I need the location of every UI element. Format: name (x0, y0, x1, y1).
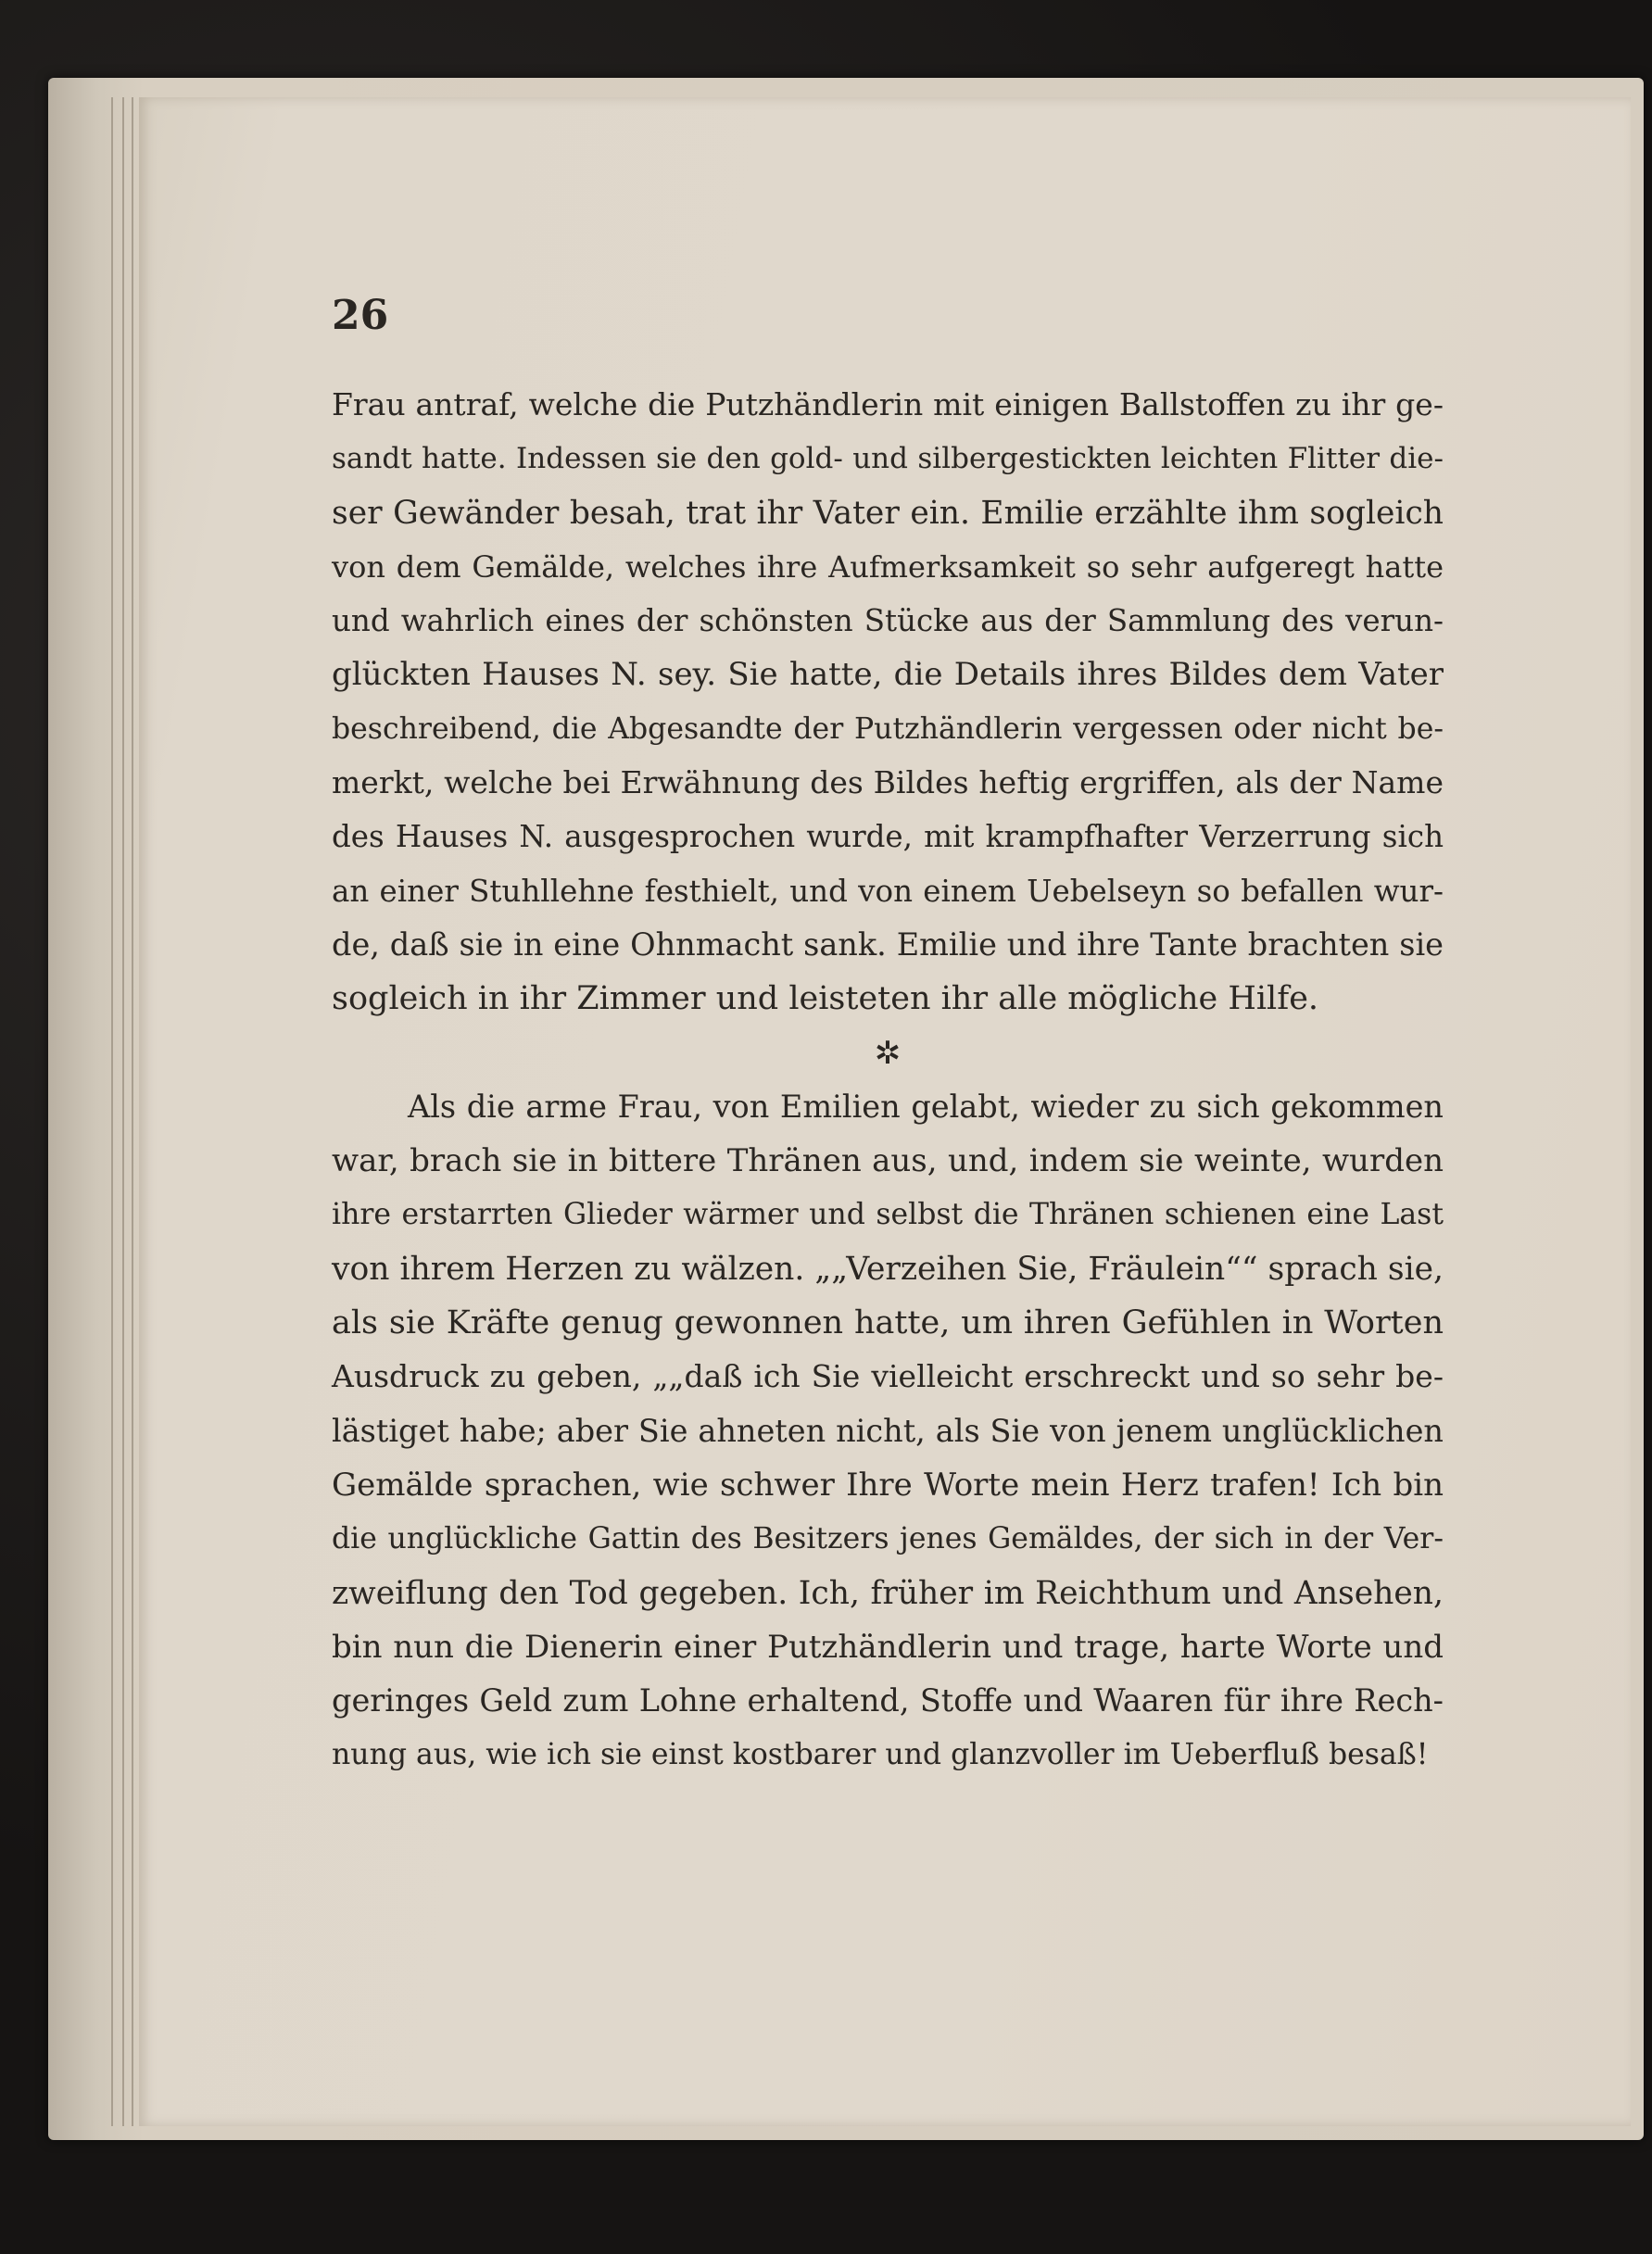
text-line: merkt, welche bei Erwähnung des Bildes heftig ergriffen, als der Name (332, 764, 1444, 801)
text-line: Frau antraf, welche die Putzhändlerin mit einigen Ballstoffen zu ihr ge- (332, 386, 1444, 422)
text-line: des Hauses N. ausgesprochen wurde, mit krampfhafter Verzerrung sich (332, 819, 1444, 855)
text-line: lästiget habe; aber Sie ahneten nicht, als Sie von jenem unglücklichen (332, 1412, 1444, 1449)
section-separator: ✲ (874, 1034, 902, 1072)
text-line: geringes Geld zum Lohne erhaltend, Stoffe und Waaren für ihre Rech- (332, 1682, 1444, 1719)
text-line: nung aus, wie ich sie einst kostbarer und glanzvoller im Ueberfluß besaß! (332, 1738, 1429, 1772)
text-line: glückten Hauses N. sey. Sie hatte, die Details ihres Bildes dem Vater (332, 656, 1444, 694)
page-number: 26 (332, 292, 389, 339)
page-edge (111, 97, 113, 2126)
text-line: von dem Gemälde, welches ihre Aufmerksamkeit so sehr aufgeregt hatte (332, 548, 1444, 585)
text-line: als sie Kräfte genug gewonnen hatte, um ihren Gefühlen in Worten (332, 1304, 1444, 1342)
text-line: de, daß sie in eine Ohnmacht sank. Emilie und ihre Tante brachten sie (332, 926, 1444, 963)
text-body (332, 378, 1444, 1782)
text-line: ser Gewänder besah, trat ihr Vater ein. Emilie erzählte ihm sogleich (332, 494, 1444, 532)
page-edge (132, 97, 133, 2126)
text-line: beschreibend, die Abgesandte der Putzhändlerin vergessen oder nicht be- (332, 711, 1444, 746)
text-line: von ihrem Herzen zu wälzen. „„Verzeihen Sie, Fräulein““ sprach sie, (332, 1250, 1444, 1288)
text-line: Als die arme Frau, von Emilien gelabt, wieder zu sich gekommen (408, 1088, 1444, 1125)
page-edge (122, 97, 124, 2126)
text-line: Gemälde sprachen, wie schwer Ihre Worte mein Herz trafen! Ich bin (332, 1466, 1444, 1504)
text-line: sandt hatte. Indessen sie den gold- und silbergestickten leichten Flitter die- (332, 442, 1444, 476)
text-line: an einer Stuhllehne festhielt, und von einem Uebelseyn so befallen wur- (332, 873, 1444, 909)
text-line: sogleich in ihr Zimmer und leisteten ihr alle mögliche Hilfe. (332, 980, 1319, 1018)
text-line: Ausdruck zu geben, „„daß ich Sie vielleicht erschreckt und so sehr be- (332, 1358, 1444, 1395)
text-line: ihre erstarrten Glieder wärmer und selbst die Thränen schienen eine Last (332, 1198, 1444, 1232)
text-line: und wahrlich eines der schönsten Stücke aus der Sammlung des verun- (332, 603, 1444, 639)
text-line: war, brach sie in bittere Thränen aus, und, indem sie weinte, wurden (332, 1142, 1444, 1180)
text-line: zweiflung den Tod gegeben. Ich, früher im Reichthum und Ansehen, (332, 1574, 1444, 1612)
text-line: bin nun die Dienerin einer Putzhändlerin und trage, harte Worte und (332, 1628, 1444, 1666)
text-line: die unglückliche Gattin des Besitzers jenes Gemäldes, der sich in der Ver- (332, 1522, 1444, 1556)
